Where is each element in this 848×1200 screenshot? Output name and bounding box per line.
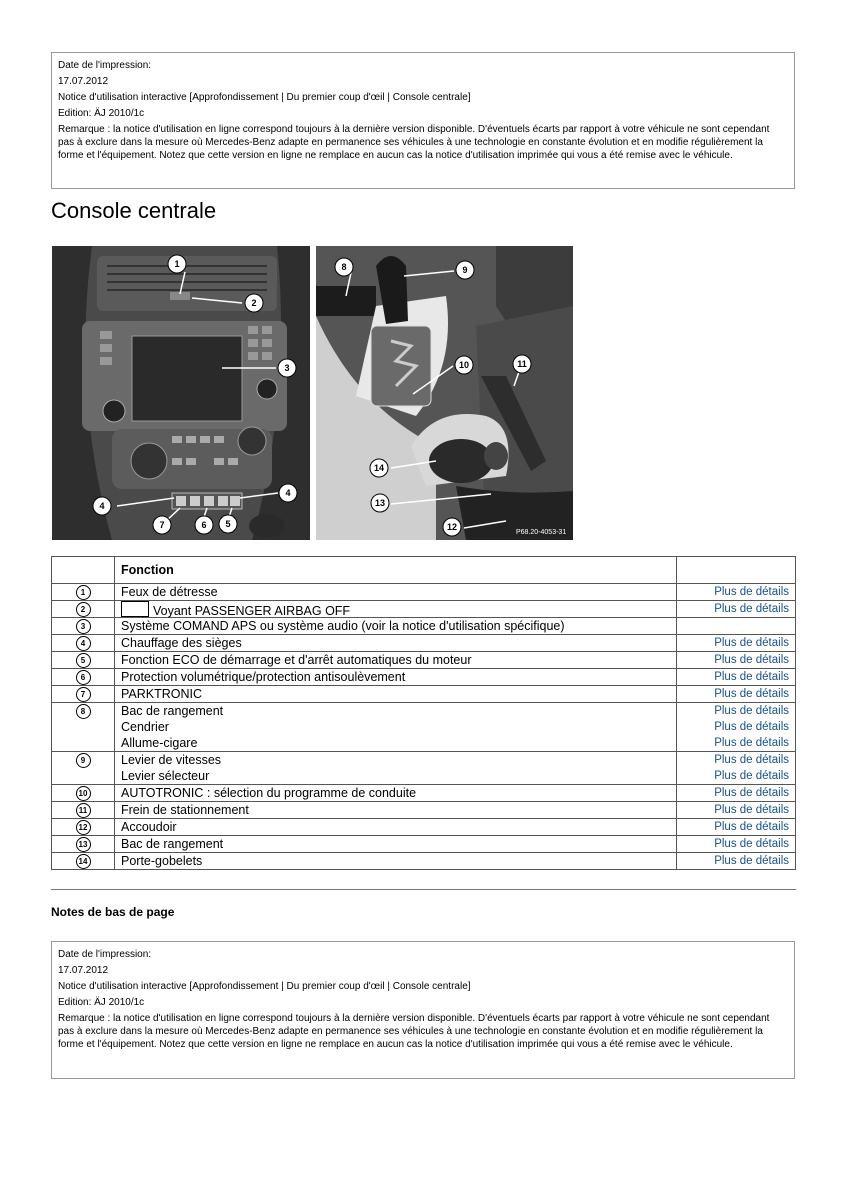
function-cell xyxy=(115,601,677,618)
row-number-cell xyxy=(52,584,115,601)
row-number-cell xyxy=(52,686,115,703)
photo-dashboard xyxy=(52,246,310,540)
photo-code: P68.20-4053-31 xyxy=(516,529,567,536)
callout-9: 9 xyxy=(462,265,468,275)
callout-6: 6 xyxy=(201,520,207,530)
function-label xyxy=(121,635,670,651)
row-number-badge: 4 xyxy=(76,636,91,651)
notice-path: Notice d'utilisation interactive [Approfondissement | Du premier coup d'œil | Console centrale] xyxy=(58,981,471,992)
print-date-label: Date de l'impression: xyxy=(58,949,152,960)
function-text: Accoudoir xyxy=(121,820,177,834)
details-link[interactable]: Plus de détails xyxy=(714,688,789,700)
row-number-badge: 12 xyxy=(76,820,91,835)
function-cell xyxy=(115,669,677,686)
footnotes-title: Notes de bas de page xyxy=(51,905,175,919)
function-label xyxy=(121,735,670,751)
print-info-box-top xyxy=(51,52,795,189)
details-empty xyxy=(683,618,789,634)
callout-13: 13 xyxy=(374,498,386,508)
details-cell xyxy=(677,652,796,669)
function-label xyxy=(121,836,670,852)
row-number-badge: 7 xyxy=(76,687,91,702)
function-label xyxy=(121,785,670,801)
callout-1: 1 xyxy=(174,259,180,269)
callout-7: 7 xyxy=(159,520,165,530)
function-cell xyxy=(115,618,677,635)
function-text: Allume-cigare xyxy=(121,736,198,750)
row-number-cell xyxy=(52,853,115,870)
function-text: Système COMAND APS ou système audio (voir la notice d'utilisation spécifique) xyxy=(121,619,565,633)
function-cell xyxy=(115,752,677,785)
details-link[interactable]: Plus de détails xyxy=(714,654,789,666)
details-cell xyxy=(677,785,796,802)
table-row xyxy=(52,785,796,802)
row-number-badge: 2 xyxy=(76,602,91,617)
function-label xyxy=(121,719,670,735)
row-number-cell xyxy=(52,635,115,652)
row-number-badge: 9 xyxy=(76,753,91,768)
row-number-cell xyxy=(52,802,115,819)
row-number-badge: 1 xyxy=(76,585,91,600)
row-number-badge: 6 xyxy=(76,670,91,685)
function-text: Frein de stationnement xyxy=(121,803,249,817)
details-link[interactable]: Plus de détails xyxy=(714,705,789,717)
details-link[interactable]: Plus de détails xyxy=(714,586,789,598)
details-link[interactable]: Plus de détails xyxy=(714,855,789,867)
details-link[interactable]: Plus de détails xyxy=(714,821,789,833)
function-text: Levier sélecteur xyxy=(121,769,210,783)
edition: Edition: ÄJ 2010/1c xyxy=(58,108,145,119)
row-number-cell xyxy=(52,785,115,802)
row-number-badge: 8 xyxy=(76,704,91,719)
table-row xyxy=(52,802,796,819)
details-cell xyxy=(677,703,796,752)
details-link[interactable]: Plus de détails xyxy=(714,770,789,782)
function-cell xyxy=(115,686,677,703)
function-text: Cendrier xyxy=(121,720,169,734)
function-text: Voyant PASSENGER AIRBAG OFF xyxy=(153,604,351,618)
row-number-badge: 11 xyxy=(76,803,91,818)
details-cell xyxy=(677,802,796,819)
table-row xyxy=(52,819,796,836)
function-label xyxy=(121,752,670,768)
function-cell xyxy=(115,785,677,802)
details-cell xyxy=(677,618,796,635)
row-number-badge: 5 xyxy=(76,653,91,668)
function-text: Levier de vitesses xyxy=(121,753,222,767)
callout-10: 10 xyxy=(458,360,470,370)
row-number-cell xyxy=(52,669,115,686)
table-header-row xyxy=(52,557,796,584)
details-cell xyxy=(677,819,796,836)
details-link[interactable]: Plus de détails xyxy=(714,787,789,799)
details-link[interactable]: Plus de détails xyxy=(714,804,789,816)
row-number-badge: 3 xyxy=(76,619,91,634)
row-number-cell xyxy=(52,752,115,785)
function-cell xyxy=(115,652,677,669)
airbag-off-icon xyxy=(121,601,149,617)
details-cell xyxy=(677,635,796,652)
function-label xyxy=(121,669,670,685)
details-link[interactable]: Plus de détails xyxy=(714,637,789,649)
details-link[interactable]: Plus de détails xyxy=(714,603,789,615)
function-text: Porte-gobelets xyxy=(121,854,203,868)
function-text: Feux de détresse xyxy=(121,585,218,599)
row-number-cell xyxy=(52,618,115,635)
photo-gear-console xyxy=(316,246,573,540)
callout-3: 3 xyxy=(284,363,290,373)
details-link[interactable]: Plus de détails xyxy=(714,737,789,749)
callout-4-right: 4 xyxy=(285,488,291,498)
function-cell xyxy=(115,703,677,752)
function-text: Protection volumétrique/protection antisoulèvement xyxy=(121,670,406,684)
page-title: Console centrale xyxy=(51,198,217,223)
table-row xyxy=(52,635,796,652)
function-cell xyxy=(115,635,677,652)
table-row xyxy=(52,601,796,618)
function-cell xyxy=(115,853,677,870)
function-label xyxy=(121,652,670,668)
function-label xyxy=(121,802,670,818)
details-cell xyxy=(677,584,796,601)
table-row xyxy=(52,703,796,752)
callout-11: 11 xyxy=(517,359,527,369)
function-text: Fonction ECO de démarrage et d'arrêt automatiques du moteur xyxy=(121,653,472,667)
function-label xyxy=(121,601,670,617)
callout-5: 5 xyxy=(225,519,231,529)
row-number-cell xyxy=(52,601,115,618)
function-table xyxy=(51,556,796,870)
callout-12: 12 xyxy=(446,522,458,532)
table-row xyxy=(52,836,796,853)
row-number-cell xyxy=(52,819,115,836)
function-label xyxy=(121,703,670,719)
function-label xyxy=(121,686,670,702)
function-cell xyxy=(115,819,677,836)
separator xyxy=(51,889,796,890)
function-label xyxy=(121,584,670,600)
print-date: 17.07.2012 xyxy=(58,965,109,976)
details-cell xyxy=(677,752,796,785)
function-text: Bac de rangement xyxy=(121,704,224,718)
function-cell xyxy=(115,836,677,853)
function-label xyxy=(121,853,670,869)
table-row xyxy=(52,669,796,686)
row-number-cell xyxy=(52,652,115,669)
details-cell xyxy=(677,836,796,853)
row-number-badge: 13 xyxy=(76,837,91,852)
function-text: PARKTRONIC xyxy=(121,687,203,701)
remark-text: Remarque : la notice d'utilisation en ligne correspond toujours à la dernière version disponible. D'éventuels écarts par rapport à votre véhicule ne sont cependant pas à exclure dans la mesure où Mercedes-Benz adapte en permanence ses véhicules à une technologie en constante évolution et en modifie régulièrement la forme et l'équipement. Notez que cette version en ligne ne remplace en aucun cas la notice d'utilisation imprimée qui vous a été remise avec le véhicule. xyxy=(58,1013,770,1050)
details-cell xyxy=(677,669,796,686)
row-number-cell xyxy=(52,703,115,752)
details-cell xyxy=(677,686,796,703)
print-date-label: Date de l'impression: xyxy=(58,60,152,71)
table-row xyxy=(52,652,796,669)
function-label xyxy=(121,618,670,634)
edition: Edition: ÄJ 2010/1c xyxy=(58,997,145,1008)
callout-4-left: 4 xyxy=(99,501,105,511)
details-link[interactable]: Plus de détails xyxy=(714,754,789,766)
details-cell xyxy=(677,601,796,618)
function-text: Chauffage des sièges xyxy=(121,636,242,650)
function-cell xyxy=(115,802,677,819)
details-link[interactable]: Plus de détails xyxy=(714,721,789,733)
remark-text: Remarque : la notice d'utilisation en ligne correspond toujours à la dernière version disponible. D'éventuels écarts par rapport à votre véhicule ne sont cependant pas à exclure dans la mesure où Mercedes-Benz adapte en permanence ses véhicules à une technologie en constante évolution et en modifie régulièrement la forme et l'équipement. Notez que cette version en ligne ne remplace en aucun cas la notice d'utilisation imprimée qui vous a été remise avec le véhicule. xyxy=(58,124,770,161)
notice-path: Notice d'utilisation interactive [Approfondissement | Du premier coup d'œil | Console centrale] xyxy=(58,92,471,103)
function-text: AUTOTRONIC : sélection du programme de conduite xyxy=(121,786,417,800)
callout-2: 2 xyxy=(251,298,257,308)
row-number-badge: 14 xyxy=(76,854,91,869)
function-label xyxy=(121,768,670,784)
details-cell xyxy=(677,853,796,870)
row-number-cell xyxy=(52,836,115,853)
details-link[interactable]: Plus de détails xyxy=(714,838,789,850)
header-num xyxy=(52,557,115,584)
function-label xyxy=(121,819,670,835)
header-link xyxy=(677,557,796,584)
table-row xyxy=(52,618,796,635)
function-text: Bac de rangement xyxy=(121,837,224,851)
table-row xyxy=(52,584,796,601)
print-date: 17.07.2012 xyxy=(58,76,109,87)
function-cell xyxy=(115,584,677,601)
table-row xyxy=(52,752,796,785)
table-row xyxy=(52,853,796,870)
details-link[interactable]: Plus de détails xyxy=(714,671,789,683)
callout-8: 8 xyxy=(341,262,347,272)
header-function: Fonction xyxy=(115,557,677,584)
print-info-box-bottom xyxy=(51,941,795,1079)
row-number-badge: 10 xyxy=(76,786,91,801)
callout-14: 14 xyxy=(373,463,385,473)
table-row xyxy=(52,686,796,703)
